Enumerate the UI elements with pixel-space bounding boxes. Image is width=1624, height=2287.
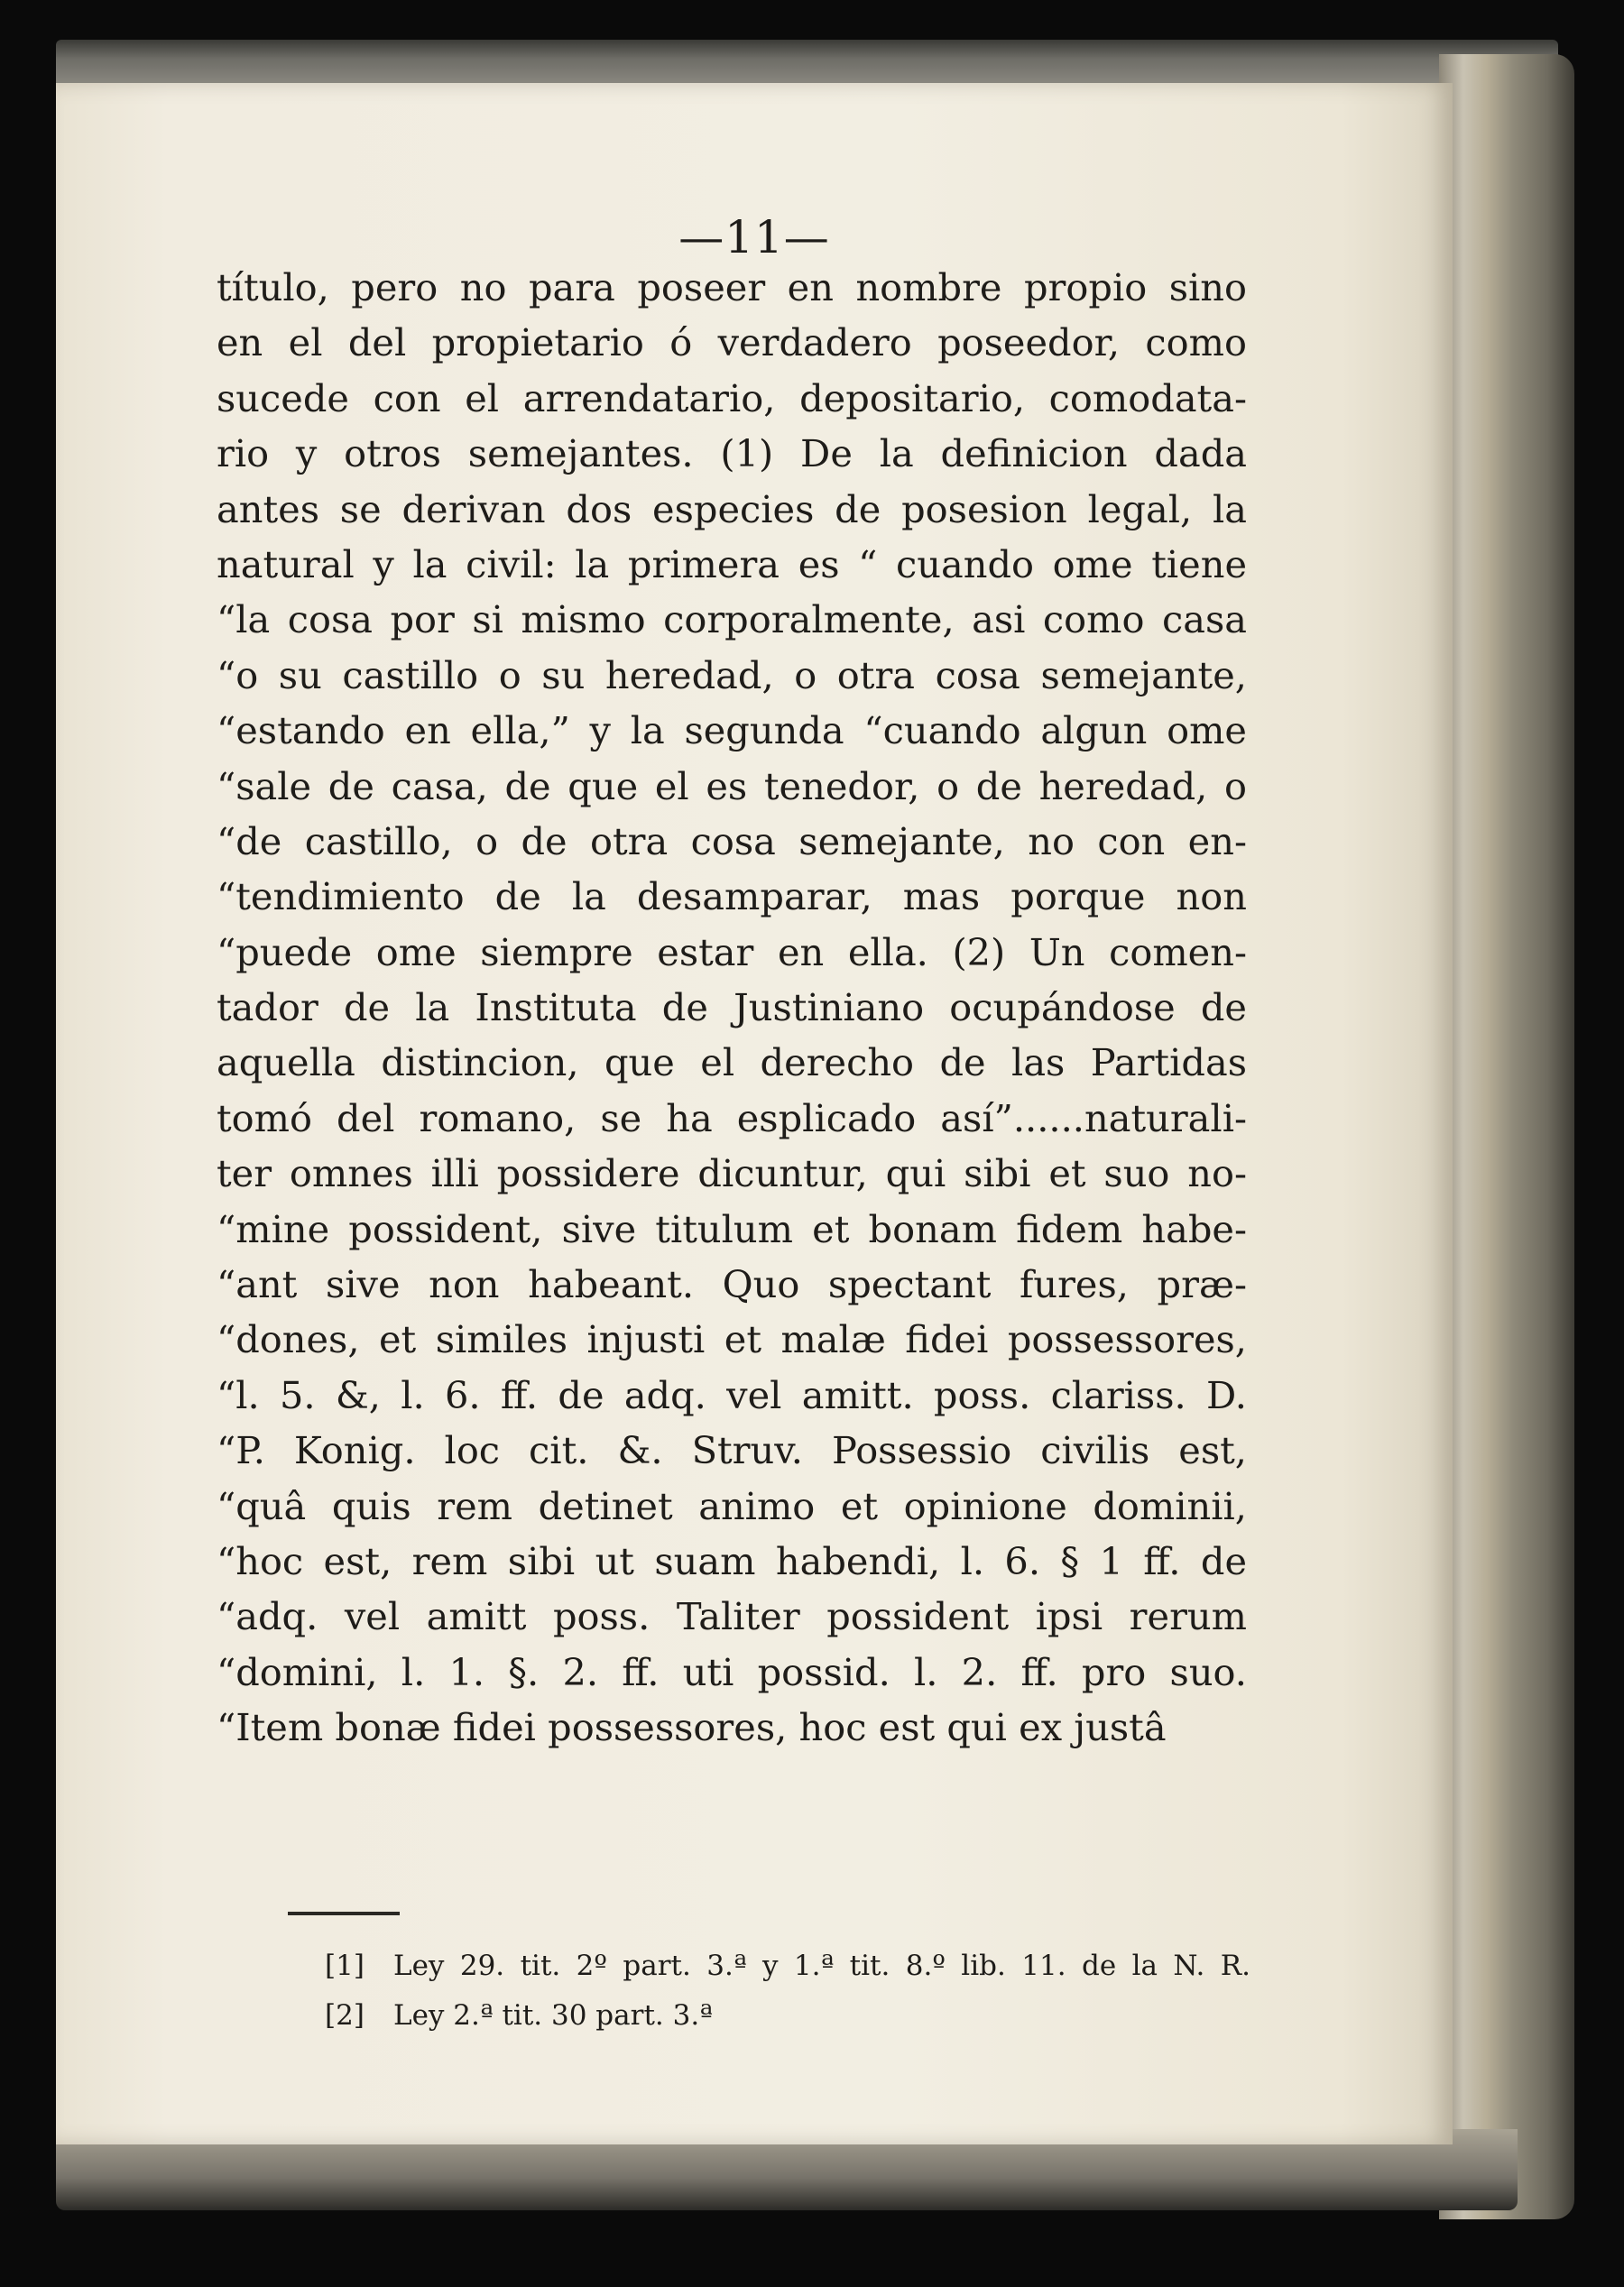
text-line: aquella distincion, que el derecho de las Partidas: [217, 1040, 1247, 1085]
text-line: “mine possident, sive titulum et bonam fidem habe-: [217, 1206, 1247, 1251]
footnote-text: Ley 2.ª tit. 30 part. 3.ª: [393, 1999, 713, 2032]
text-line: “adq. vel amitt poss. Taliter possident ipsi rerum: [217, 1594, 1247, 1639]
text-line: “hoc est, rem sibi ut suam habendi, l. 6. § 1 ff. de: [217, 1538, 1247, 1583]
footnote: [325, 1941, 1250, 1991]
text-line: “quâ quis rem detinet animo et opinione dominii,: [217, 1483, 1247, 1528]
text-line: natural y la civil: la primera es “ cuando ome tiene: [217, 541, 1247, 586]
text-line: rio y otros semejantes. (1) De la definicion dada: [217, 431, 1247, 476]
text-line: “de castillo, o de otra cosa semejante, no con en-: [217, 818, 1247, 863]
text-line: “puede ome siempre estar en ella. (2) Un comen-: [217, 929, 1247, 974]
text-line: “tendimiento de la desamparar, mas porque non: [217, 874, 1247, 919]
text-line: “o su castillo o su heredad, o otra cosa semejante,: [217, 652, 1247, 697]
text-line: sucede con el arrendatario, depositario, comodata-: [217, 375, 1247, 420]
text-line: “ant sive non habeant. Quo spectant fures, præ-: [217, 1262, 1247, 1307]
text-line: “dones, et similes injusti et malæ fidei possessores,: [217, 1317, 1247, 1362]
book-edge-right: [1439, 54, 1574, 2219]
footnote: [325, 1991, 1250, 2041]
text-line: “domini, l. 1. §. 2. ff. uti possid. l. 2. ff. pro suo.: [217, 1649, 1247, 1694]
footnote-rule: [288, 1912, 400, 1915]
text-line: antes se derivan dos especies de posesion legal, la: [217, 486, 1247, 531]
text-line: ter omnes illi possidere dicuntur, qui sibi et suo no-: [217, 1151, 1247, 1196]
body-text: [217, 260, 1247, 1756]
text-line: tomó del romano, se ha esplicado así”......naturali-: [217, 1095, 1247, 1140]
text-line: tador de la Instituta de Justiniano ocupándose de: [217, 985, 1247, 1030]
text-line: “la cosa por si mismo corporalmente, asi como casa: [217, 597, 1247, 642]
footnote-mark: [1]: [325, 1950, 364, 1982]
footnote-text: Ley 29. tit. 2º part. 3.ª y 1.ª tit. 8.º lib. 11. de la N. R.: [393, 1950, 1250, 1982]
text-line: “P. Konig. loc cit. &. Struv. Possessio civilis est,: [217, 1428, 1247, 1473]
text-line: “Item bonæ fidei possessores, hoc est qui ex justâ: [217, 1705, 1167, 1750]
text-line: “estando en ella,” y la segunda “cuando algun ome: [217, 708, 1247, 753]
text-line: en el del propietario ó verdadero poseedor, como: [217, 320, 1247, 365]
book-page: [56, 83, 1453, 2144]
footnote-mark: [2]: [325, 1999, 364, 2032]
text-line: “sale de casa, de que el es tenedor, o de heredad, o: [217, 763, 1247, 808]
book-edge-top: [56, 40, 1558, 87]
page-number: —11—: [678, 211, 830, 263]
text-line: título, pero no para poseer en nombre propio sino: [217, 265, 1247, 309]
footnotes: [325, 1941, 1250, 2041]
text-line: “l. 5. &, l. 6. ff. de adq. vel amitt. poss. clariss. D.: [217, 1372, 1247, 1417]
